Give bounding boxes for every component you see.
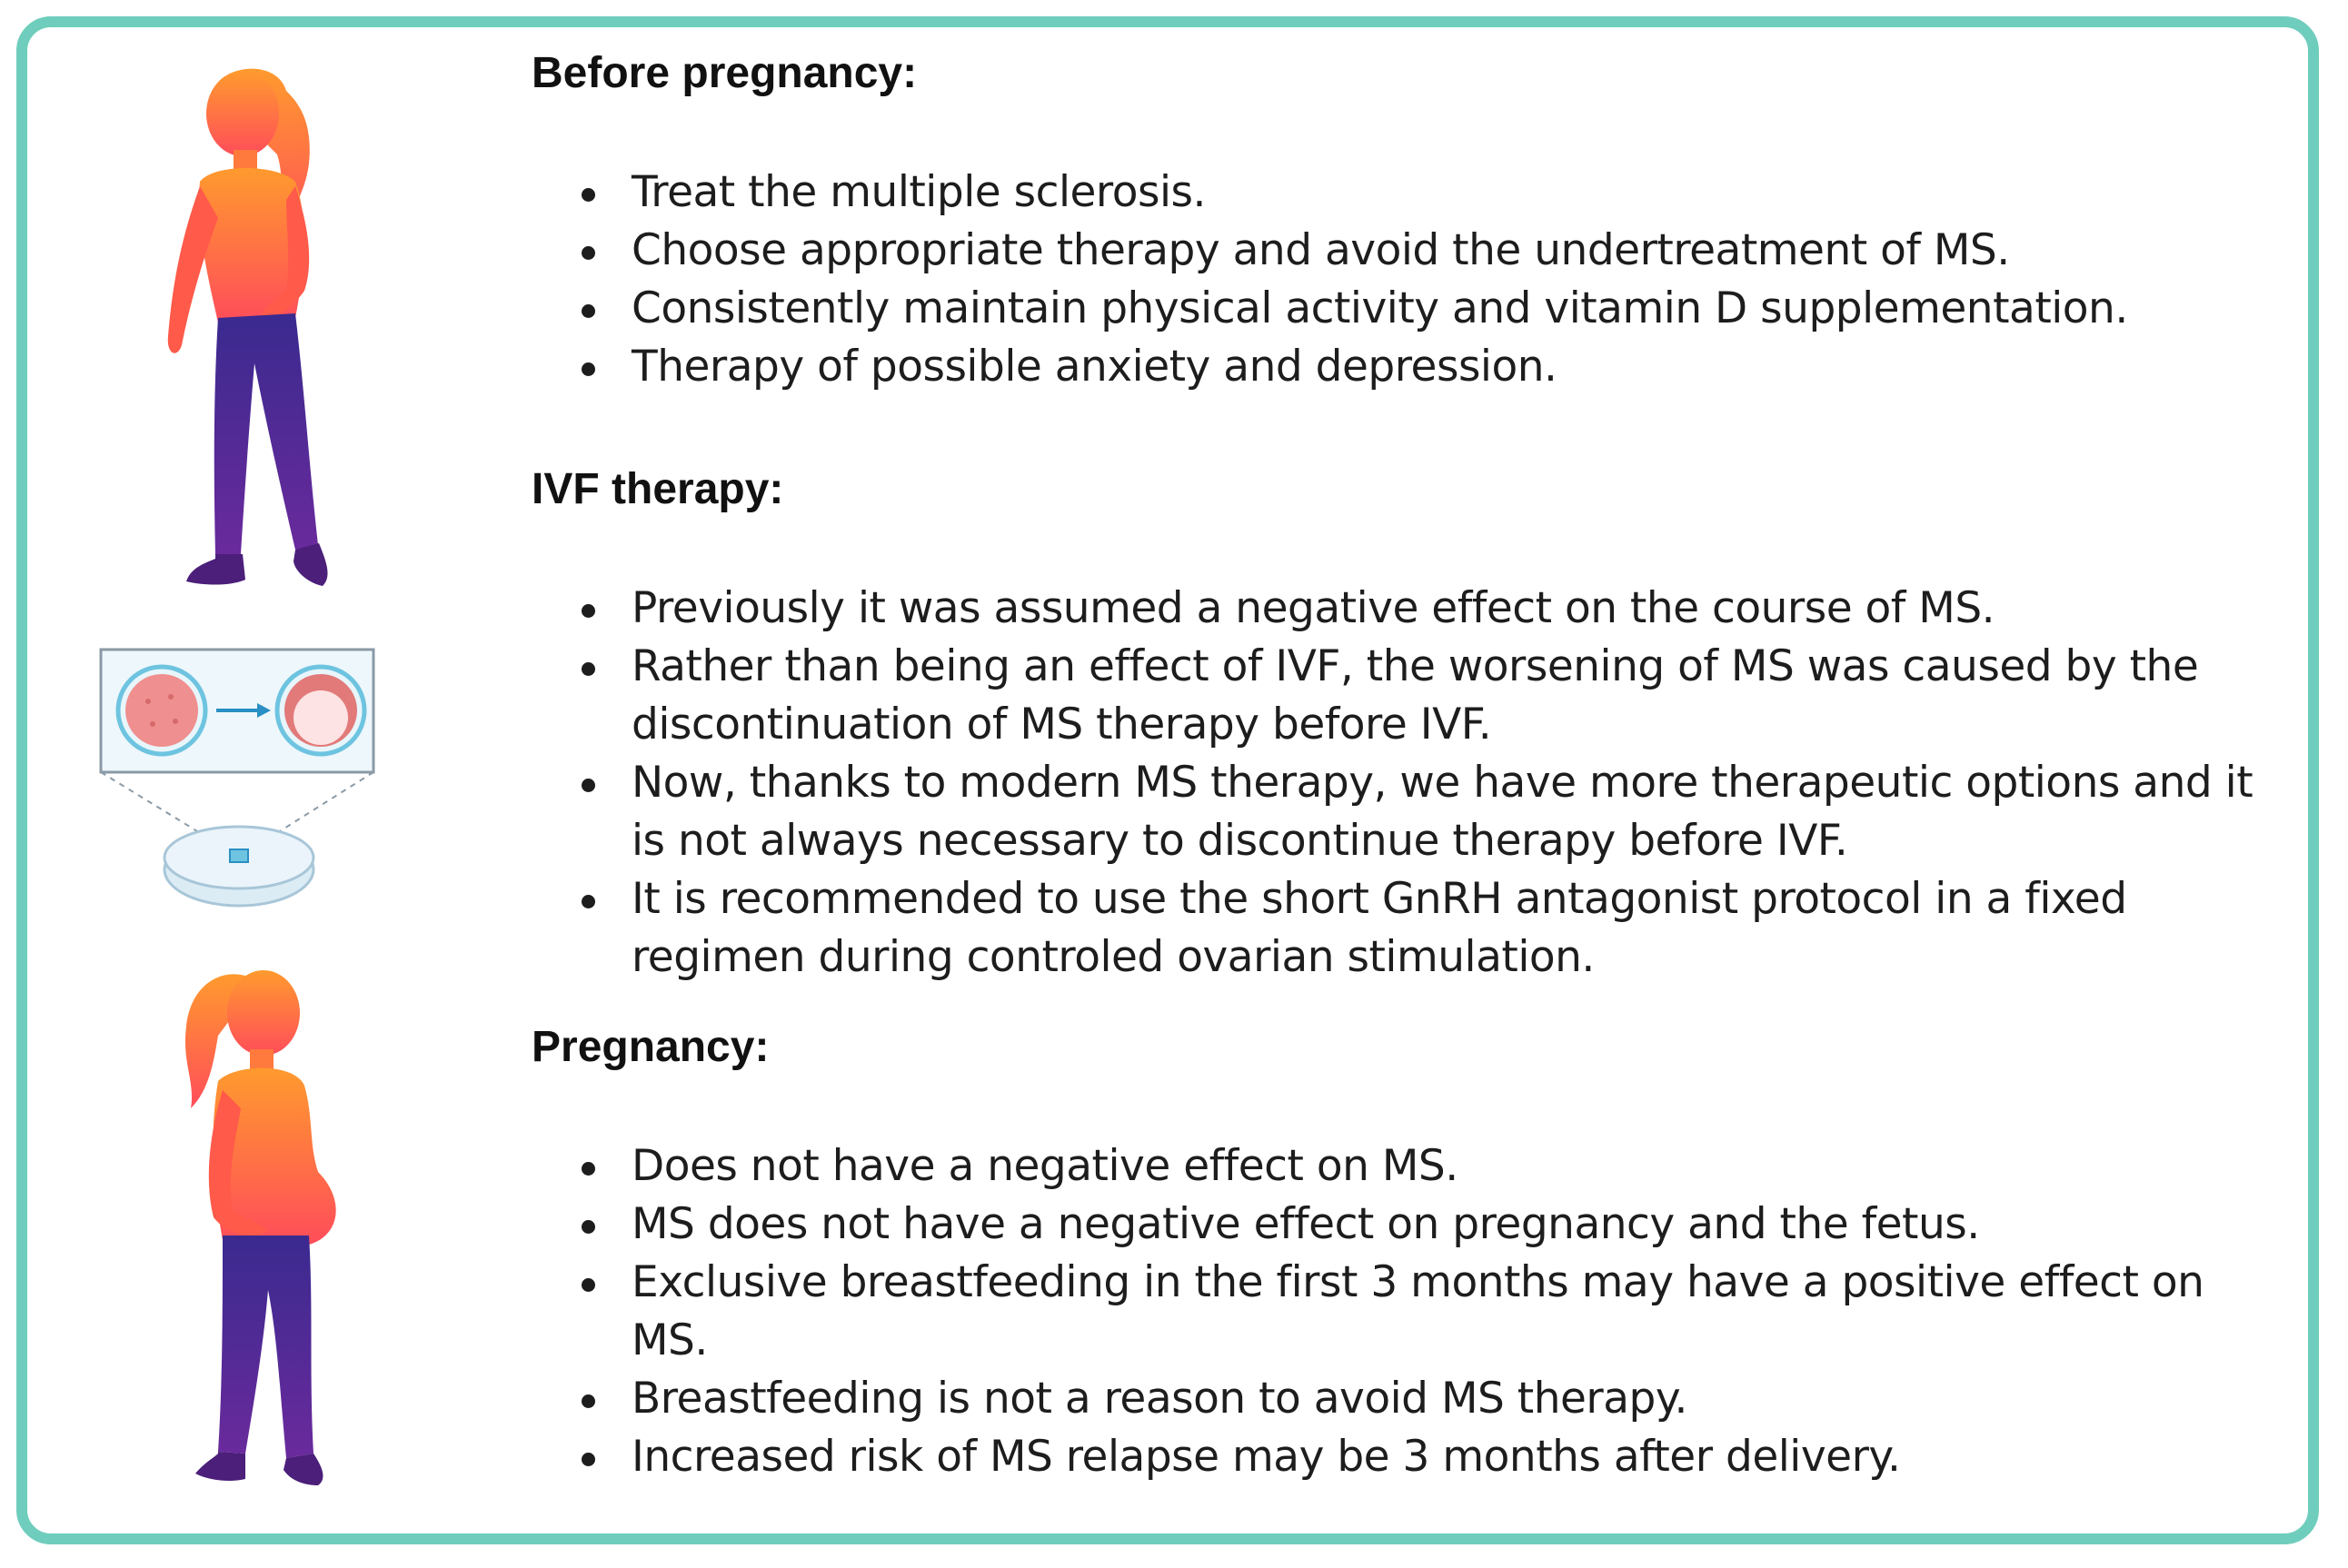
list-item: Now, thanks to modern MS therapy, we have more therapeutic options and it is not always necessary to discontinue therapy before IVF.	[532, 754, 2258, 870]
bullet-icon	[582, 1220, 595, 1234]
bullet-icon	[582, 304, 595, 318]
list-item: Increased risk of MS relapse may be 3 months after delivery.	[532, 1428, 2258, 1486]
section-title-ivf-therapy: IVF therapy:	[532, 465, 784, 513]
section-before-pregnancy	[532, 47, 2258, 396]
bullet-list-pregnancy	[532, 1137, 2258, 1486]
section-ivf-therapy	[532, 463, 2258, 987]
section-pregnancy	[532, 1021, 2258, 1486]
bullet-icon	[582, 362, 595, 376]
bullet-icon	[582, 188, 595, 202]
section-title-before-pregnancy: Before pregnancy:	[532, 49, 918, 97]
list-item: Choose appropriate therapy and avoid the undertreatment of MS.	[532, 222, 2258, 280]
bullet-icon	[582, 662, 595, 676]
ivf-petri-dish-illustration	[98, 647, 380, 919]
list-item: MS does not have a negative effect on pregnancy and the fetus.	[532, 1196, 2258, 1254]
bullet-icon	[582, 246, 595, 260]
bullet-list-before-pregnancy	[532, 164, 2258, 396]
bullet-icon	[582, 779, 595, 792]
bullet-icon	[582, 1162, 595, 1176]
list-item: Exclusive breastfeeding in the first 3 months may have a positive effect on MS.	[532, 1254, 2258, 1370]
list-item: Does not have a negative effect on MS.	[532, 1137, 2258, 1196]
bullet-icon	[582, 1394, 595, 1408]
section-title-pregnancy: Pregnancy:	[532, 1023, 770, 1071]
bullet-icon	[582, 1453, 595, 1466]
list-item: Consistently maintain physical activity and vitamin D supplementation.	[532, 280, 2258, 338]
list-item: Previously it was assumed a negative effect on the course of MS.	[532, 580, 2258, 638]
list-item: Rather than being an effect of IVF, the worsening of MS was caused by the discontinuation of MS therapy before IVF.	[532, 638, 2258, 754]
bullet-icon	[582, 604, 595, 618]
list-item: Breastfeeding is not a reason to avoid MS therapy.	[532, 1370, 2258, 1428]
woman-walking-illustration	[159, 64, 395, 618]
list-item: Therapy of possible anxiety and depression.	[532, 338, 2258, 396]
bullet-list-ivf-therapy	[532, 580, 2258, 987]
list-item: It is recommended to use the short GnRH antagonist protocol in a fixed regimen during controled ovarian stimulation.	[532, 870, 2258, 987]
list-item: Treat the multiple sclerosis.	[532, 164, 2258, 222]
bullet-icon	[582, 895, 595, 908]
pregnant-woman-illustration	[173, 963, 382, 1508]
bullet-icon	[582, 1278, 595, 1292]
